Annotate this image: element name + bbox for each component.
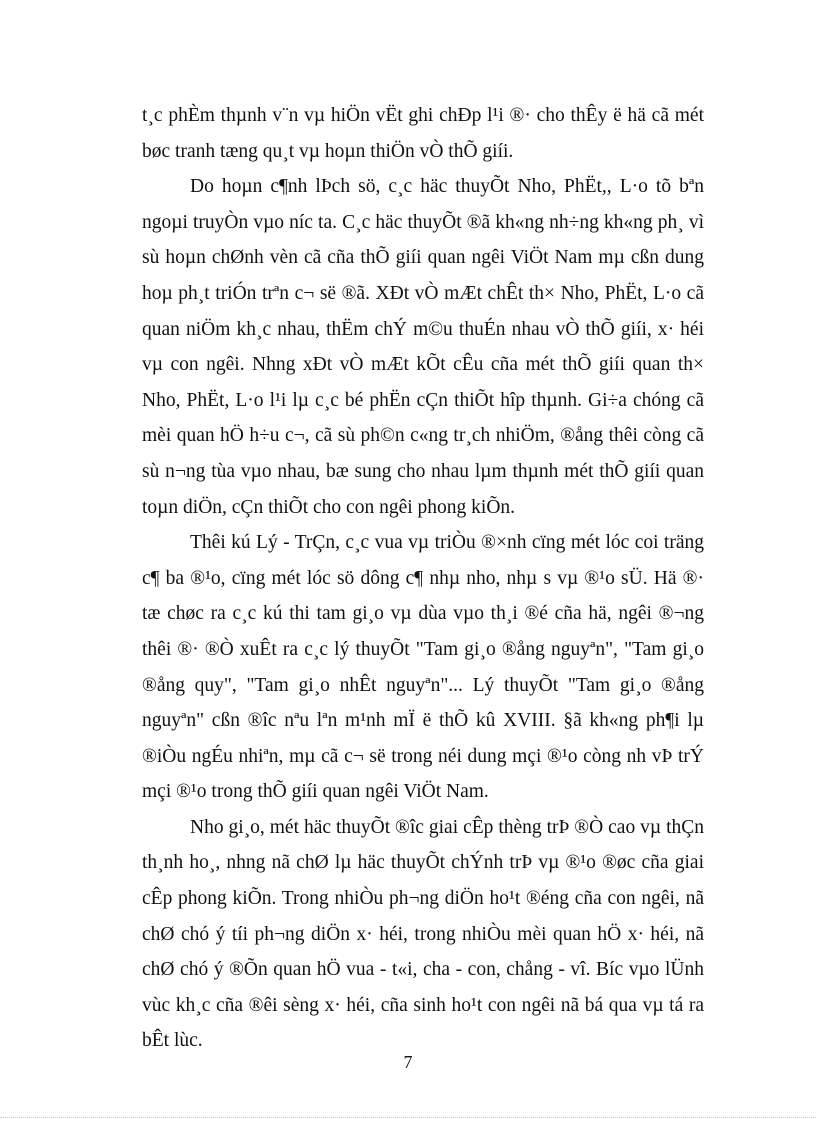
- paragraph-2: Do hoµn c¶nh lÞch sö, c¸c häc thuyÕt Nho, PhËt,, L·o tõ bªn ngoµi truyÒn vµo níc ta. C¸c häc thuyÕt ®ã kh«ng nh÷ng kh«ng ph¸ vì sù hoµn chØnh vèn cã cña thÕ giíi quan ngêi ViÖt Nam mµ cßn dung hoµ ph¸t triÓn trªn c¬ së ®ã. XÐt vÒ mÆt chÊt th× Nho, PhËt, L·o cã quan niÖm kh¸c nhau, thËm chÝ m©u thuÉn nhau vÒ thÕ giíi, x· héi vµ con ngêi. Nhng xÐt vÒ mÆt kÕt cÊu cña mét thÕ giíi quan th× Nho, PhËt, L·o l¹i lµ c¸c bé phËn cÇn thiÕt hîp thµnh. Gi÷a chóng cã mèi quan hÖ h÷u c¬, cã sù ph©n c«ng tr¸ch nhiÖm, ®ång thêi còng cã sù n¬ng tùa vµo nhau, bæ sung cho nhau lµm thµnh mét thÕ giíi quan toµn diÖn, cÇn thiÕt cho con ngêi phong kiÕn.: [142, 176, 704, 518]
- page-number: 7: [403, 1052, 413, 1072]
- body-text: [142, 98, 704, 1059]
- page-bottom-divider: [0, 1117, 816, 1118]
- paragraph-4: Nho gi¸o, mét häc thuyÕt ®îc giai cÊp thèng trÞ ®Ò cao vµ thÇn th¸nh ho¸, nhng nã chØ lµ häc thuyÕt chÝnh trÞ vµ ®¹o ®øc cña giai cÊp phong kiÕn. Trong nhiÒu ph¬ng diÖn ho¹t ®éng cña con ngêi, nã chØ chó ý tíi ph¬ng diÖn x· héi, trong nhiÒu mèi quan hÖ x· héi, nã chØ chó ý ®Õn quan hÖ vua - t«i, cha - con, chång - vî. Bíc vµo lÜnh vùc kh¸c cña ®êi sèng x· héi, cña sinh ho¹t con ngêi nã bá qua vµ tá ra bÊt lùc.: [142, 816, 704, 1052]
- paragraph-1: t¸c phÈm thµnh v¨n vµ hiÖn vËt ghi chÐp l¹i ®· cho thÊy ë hä cã mét bøc tranh tæng qu¸t vµ hoµn thiÖn vÒ thÕ giíi.: [142, 105, 704, 162]
- paragraph-3: Thêi kú Lý - TrÇn, c¸c vua vµ triÒu ®×nh cïng mét lóc coi träng c¶ ba ®¹o, cïng mét lóc sö dông c¶ nhµ nho, nhµ s vµ ®¹o sÜ. Hä ®· tæ chøc ra c¸c kú thi tam gi¸o vµ dùa vµo th¸i ®é cña hä, ngêi ®¬ng thêi ®· ®Ò xuÊt ra c¸c lý thuyÕt "Tam gi¸o ®ång nguyªn", "Tam gi¸o ®ång quy", "Tam gi¸o nhÊt nguyªn"... Lý thuyÕt "Tam gi¸o ®ång nguyªn" cßn ®îc nªu lªn m¹nh mÏ ë thÕ kû XVIII. §ã kh«ng ph¶i lµ ®iÒu ngÉu nhiªn, mµ cã c¬ së trong néi dung mçi ®¹o còng nh vÞ trÝ mçi ®¹o trong thÕ giíi quan ngêi ViÖt Nam.: [142, 532, 704, 803]
